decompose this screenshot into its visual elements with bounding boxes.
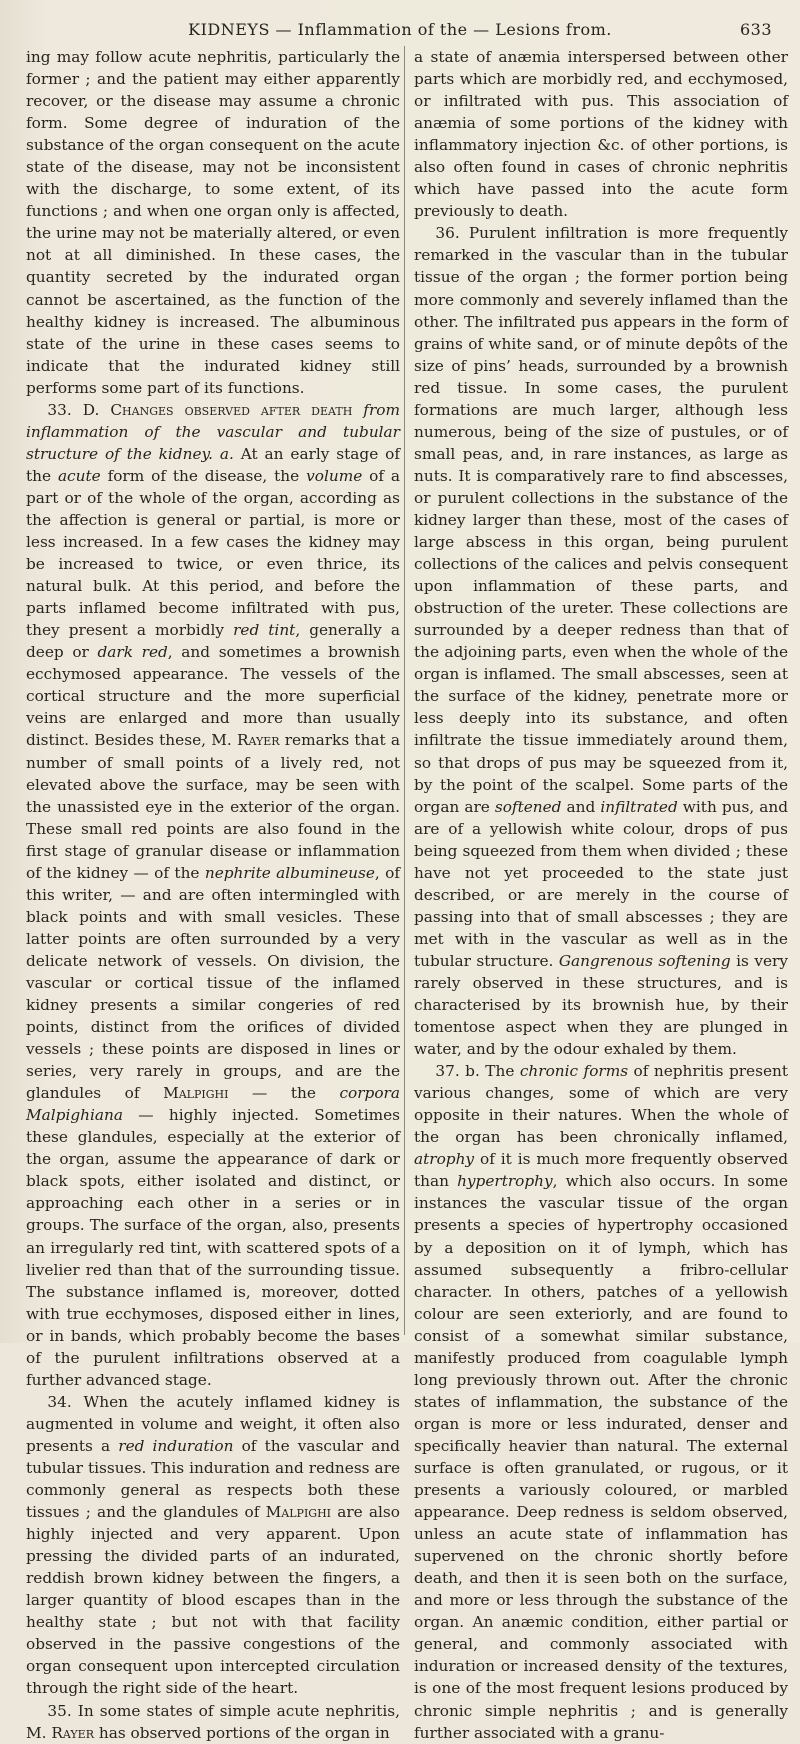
text-run: red induration [118,1436,234,1455]
text-run: softened [494,797,562,816]
paragraph [414,222,788,1060]
paragraph [414,46,788,222]
text-run: — the [228,1084,340,1103]
text-run: of it is much more frequently observed than [414,1150,788,1191]
text-run: dark red [97,643,168,662]
text-run: of nephritis present various changes, some of which are very opposite in their natures. When the whole of the organ has been chronically inflamed, [414,1062,789,1147]
text-run: 33. D. [47,400,111,419]
paragraph [26,46,400,399]
text-run: Gangrenous softening [558,951,731,970]
text-run: Malpighi [265,1503,332,1522]
paragraph [414,1060,788,1743]
text-run: , of this writer, — and are often intermingled with black points and with small vesicles. These latter points are often surrounded by a very delicate network of vessels. On division, the vascular or cortical tissue of the inflamed kidney presents a similar congeries of red points, distinct from the orifices of divided vessels ; these points are disposed in lines or series, very rarely in groups, and are the glandules of [26,863,400,1103]
text-run: 35. In some states of simple acute nephritis, M. [26,1701,400,1742]
text-columns [26,46,789,1742]
text-run: 37. b. The [435,1062,520,1081]
paragraph [26,399,400,1391]
text-run: hypertrophy [457,1172,553,1191]
text-run: nephrite albumineuse [204,863,375,882]
text-run: Changes observed after death [110,400,353,419]
text-run: , which also occurs. In some instances the vascular tissue of the organ presents a species of hypertrophy occasioned by a deposition on it of lymph, which has assumed subsequently a fribro-cellular character. In others, patches of a yellowish colour are seen exteriorly, and are found to consist of a somewhat similar substance, manifestly produced from coagulable lymph long previously thrown out. After the chronic states of inflammation, the substance of the organ is more or less indurated, denser and specifically heavier than natural. The external surface is often granulated, or rugous, or it presents a variously coloured, or marbled appearance. Deep redness is seldom observed, unless an acute state of inflammation has supervened on the chronic shortly before death, and then it is seen both on the surface, and more or less through the substance of the organ. An anæmic condition, either partial or general, and commonly associated with induration or increased density of the textures, is one of the most frequent lesions produced by chronic simple nephritis ; and is generally further associated with a granu- [414,1172,788,1742]
text-run: red tint [233,621,296,640]
text-run: Rayer [236,731,280,750]
text-run: infiltrated [600,797,678,816]
text-run: are also highly injected and very apparent. Upon pressing the divided parts of an indurated, reddish brown kidney between the fingers, a larger quantity of blood escapes than in the healthy state ; but not with that facility observed in the passive congestions of the organ consequent upon intercepted circulation through the right side of the heart. [26,1503,400,1698]
text-run: a state of anæmia interspersed between other parts which are morbidly red, and ecchymosed, or infiltrated with pus. This association of anæmia of some portions of the kidney with inflammatory injection &c. of other portions, is also often found in cases of chronic nephritis which have passed into the acute form previously to death. [414,48,788,221]
text-run: , and sometimes a brownish ecchymosed appearance. The vessels of the cortical structure and the more superficial veins are enlarged and more than usually distinct. Besides these, M. [26,643,401,750]
text-run: has observed portions of the organ in [93,1723,390,1742]
text-run: Rayer [51,1723,94,1742]
text-run: is very rarely observed in these structures, and is characterised by its brownish hue, by their tomentose aspect when they are plunged in water, and by the odour exhaled by them. [414,951,788,1059]
page-number: 633 [739,20,772,39]
text-run: form of the disease, the [100,466,307,485]
text-run: from inflammation of the vascular and tubular structure of the kidney. [26,400,400,463]
right-column [414,46,788,1744]
paragraph [26,1391,400,1700]
text-run: atrophy [414,1150,475,1169]
text-run: Malpighi [163,1084,229,1103]
text-run: At an early stage of the [26,444,400,485]
text-run: a. [212,444,241,463]
left-column [26,46,400,1744]
text-run: corpora Malpighiana [26,1084,400,1125]
text-run: with pus, and are of a yellowish white colour, drops of pus being squeezed from them when divided ; these have not yet proceeded to the state just described, or are merely in the course of passing into that of small abscesses ; they are met with in the vascular as well as in the tubular structure. [414,797,788,970]
column-divider [404,46,405,1335]
paragraph [26,1700,400,1744]
running-header [20,20,780,46]
text-run: of a part or of the whole of the organ, according as the affection is general or partial, is more or less increased. In a few cases the kidney may be increased to twice, or even thrice, its natural bulk. At this period, and before the parts inflamed become infiltrated with pus, they present a morbidly [26,466,400,640]
text-run: chronic forms [519,1062,629,1081]
text-run: 34. When the acutely inflamed kidney is augmented in volume and weight, it often also presents a [26,1392,400,1455]
text-run: of the vascular and tubular tissues. This induration and redness are commonly general as respects both these tissues ; and the glandules of [26,1436,400,1522]
running-title: KIDNEYS — Inflammation of the — Lesions from. [188,20,612,39]
text-run: — highly injected. Sometimes these glandules, especially at the exterior of the organ, assume the appearance of dark or black spots, either isolated and distinct, or approaching each other in a series or in groups. The surface of the organ, also, presents an irregularly red tint, with scattered spots of a livelier red than that of the surrounding tissue. The substance inflamed is, moreover, dotted with true ecchymoses, disposed either in lines, or in bands, which probably become the bases of the purulent infiltrations observed at a further advanced stage. [26,1106,400,1389]
text-run: , generally a deep or [26,621,400,662]
text-run: volume [306,466,363,485]
text-run: 36. Purulent infiltration is more frequently remarked in the vascular than in the tubular tissue of the organ ; the former portion being more commonly and severely inflamed than the other. The infiltrated pus appears in the form of grains of white sand, or of minute depôts of the size of pins’ heads, surrounded by a brownish red tissue. In some cases, the purulent formations are much larger, although less numerous, being of the size of pustules, or of small peas, and, in rare instances, as large as nuts. It is comparatively rare to find abscesses, or purulent collections in the substance of the kidney larger than these, most of the cases of large abscess in this organ, being purulent collections of the calices and pelvis consequent upon inflammation of these parts, and obstruction of the ureter. These collections are surrounded by a deeper redness than that of the adjoining parts, even when the whole of the organ is inflamed. The small abscesses, seen at the surface of the kidney, penetrate more or less deeply into its substance, and often infiltrate the tissue immediately around them, so that drops of pus may be squeezed from it, by the point of the scalpel. Some parts of the organ are [414,224,788,816]
text-run: ing may follow acute nephritis, particularly the former ; and the patient may either apparently recover, or the disease may assume a chronic form. Some degree of induration of the substance of the organ consequent on the acute state of the disease, may not be inconsistent with the discharge, to some extent, of its functions ; and when one organ only is affected, the urine may not be materially altered, or even not at all diminished. In these cases, the quantity secreted by the indurated organ cannot be ascertained, as the function of the healthy kidney is increased. The albuminous state of the urine in these cases seems to indicate that the indurated kidney still performs some part of its functions. [26,48,400,397]
text-run: acute [57,466,101,485]
text-run: and [561,797,601,816]
text-run: remarks that a number of small points of a lively red, not elevated above the surface, may be seen with the unassisted eye in the exterior of the organ. These small red points are also found in the first stage of granular disease or inflammation of the kidney — of the [26,731,400,882]
